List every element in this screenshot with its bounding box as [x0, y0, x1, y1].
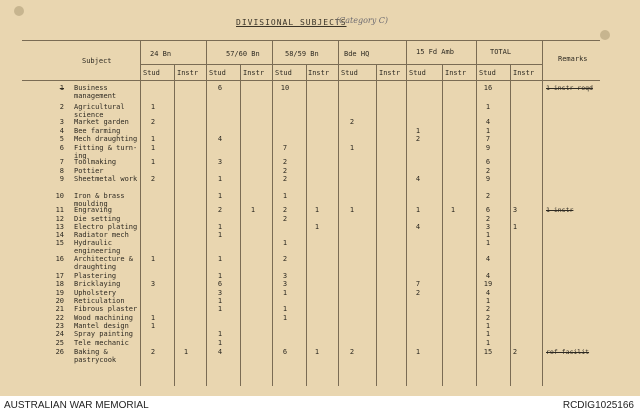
- stud-count: 1: [150, 322, 156, 330]
- footer-source: AUSTRALIAN WAR MEMORIAL: [4, 400, 149, 411]
- row-number: 16: [55, 255, 64, 263]
- stud-count: 3: [282, 272, 288, 280]
- instr-subheader: Instr: [177, 69, 199, 77]
- subject-header: Subject: [82, 57, 112, 65]
- remarks-cell: 1 instr reqd: [546, 84, 593, 92]
- stud-count: 1: [485, 297, 491, 305]
- instr-count: 1: [450, 206, 456, 214]
- row-number: 15: [55, 239, 64, 247]
- row-number: 6: [59, 144, 64, 152]
- pencil-note: (Category C): [336, 16, 389, 25]
- row-number: 9: [59, 175, 64, 183]
- group-header-bde-hq: Bde HQ: [344, 50, 370, 58]
- row-number: 11: [55, 206, 64, 214]
- instr-subheader: Instr: [308, 69, 330, 77]
- stud-count: 1: [217, 255, 223, 263]
- stud-count: 4: [217, 348, 223, 356]
- stud-count: 1: [415, 206, 421, 214]
- footer-id: RCDIG1025166: [562, 400, 634, 411]
- stud-count: 1: [485, 339, 491, 347]
- stud-count: 1: [150, 158, 156, 166]
- stud-count: 1: [349, 206, 355, 214]
- stud-count: 2: [217, 206, 223, 214]
- stud-count: 1: [217, 339, 223, 347]
- stud-count: 2: [282, 158, 288, 166]
- stud-count: 6: [485, 158, 491, 166]
- instr-count: 1: [314, 348, 320, 356]
- stud-count: 19: [483, 280, 493, 288]
- row-number: 20: [55, 297, 64, 305]
- document-title: DIVISIONAL SUBJECTS: [236, 18, 347, 27]
- group-header-58-59bn: 58/59 Bn: [285, 50, 319, 58]
- subject-name: Architecture & draughting: [74, 255, 134, 271]
- row-number: 21: [55, 305, 64, 313]
- stud-count: 1: [485, 330, 491, 338]
- stud-count: 2: [349, 348, 355, 356]
- stud-count: 2: [485, 167, 491, 175]
- row-number: 5: [59, 135, 64, 143]
- stud-count: 1: [217, 231, 223, 239]
- instr-count: 1: [250, 206, 256, 214]
- instr-count: 2: [512, 348, 518, 356]
- stud-count: 1: [150, 255, 156, 263]
- stud-count: 1: [485, 322, 491, 330]
- stud-count: 6: [217, 280, 223, 288]
- row-number: 7: [59, 158, 64, 166]
- subject-name: Market garden: [74, 118, 129, 126]
- subject-name: Business management: [74, 84, 117, 100]
- instr-count: 3: [512, 206, 518, 214]
- stud-count: 1: [282, 289, 288, 297]
- subject-name: Radiator mech: [74, 231, 129, 239]
- row-number: 22: [55, 314, 64, 322]
- stud-count: 2: [485, 215, 491, 223]
- instr-count: 1: [314, 223, 320, 231]
- stud-count: 1: [217, 192, 223, 200]
- stud-count: 1: [150, 103, 156, 111]
- row-number: 12: [55, 215, 64, 223]
- stud-subheader: Stud: [209, 69, 226, 77]
- subject-name: Agricultural science: [74, 103, 125, 119]
- stud-count: 1: [217, 223, 223, 231]
- row-number: 10: [55, 192, 64, 200]
- stud-count: 2: [485, 314, 491, 322]
- subject-name: Electro plating: [74, 223, 138, 231]
- stud-count: 1: [217, 305, 223, 313]
- stud-count: 1: [282, 314, 288, 322]
- stud-count: 2: [415, 135, 421, 143]
- stud-count: 4: [485, 272, 491, 280]
- stud-count: 6: [282, 348, 288, 356]
- stud-count: 1: [485, 239, 491, 247]
- footer: [0, 396, 640, 416]
- stud-count: 2: [485, 192, 491, 200]
- stud-count: 16: [483, 84, 493, 92]
- stud-count: 3: [282, 280, 288, 288]
- instr-count: 1: [512, 223, 518, 231]
- stud-count: 1: [485, 127, 491, 135]
- stud-subheader: Stud: [479, 69, 496, 77]
- stud-count: 9: [485, 175, 491, 183]
- row-number: 18: [55, 280, 64, 288]
- subject-name: Engraving: [74, 206, 112, 214]
- stud-count: 2: [150, 175, 156, 183]
- stud-count: 4: [485, 255, 491, 263]
- stud-count: 1: [217, 175, 223, 183]
- row-number: 3: [59, 118, 64, 126]
- stud-count: 7: [415, 280, 421, 288]
- stud-count: 3: [485, 223, 491, 231]
- subject-name: Bricklaying: [74, 280, 121, 288]
- subject-name: Bee farming: [74, 127, 121, 135]
- row-number: 2: [59, 103, 64, 111]
- stud-count: 4: [217, 135, 223, 143]
- subject-name: Baking & pastrycook: [74, 348, 117, 364]
- row-number: 19: [55, 289, 64, 297]
- instr-subheader: Instr: [243, 69, 265, 77]
- stud-count: 1: [150, 314, 156, 322]
- instr-subheader: Instr: [379, 69, 401, 77]
- stud-count: 6: [217, 84, 223, 92]
- stud-count: 2: [150, 348, 156, 356]
- stud-count: 4: [415, 223, 421, 231]
- punch-hole: [14, 6, 24, 16]
- stud-count: 2: [282, 175, 288, 183]
- group-header-total: TOTAL: [490, 48, 512, 56]
- instr-count: 1: [183, 348, 189, 356]
- stud-count: 6: [485, 206, 491, 214]
- stud-count: 10: [280, 84, 290, 92]
- stud-count: 1: [415, 348, 421, 356]
- stud-count: 1: [415, 127, 421, 135]
- stud-count: 15: [483, 348, 493, 356]
- remarks-cell: ref facilit: [546, 348, 590, 356]
- group-header-15-fd-amb: 15 Fd Amb: [416, 48, 454, 56]
- stud-count: 1: [282, 305, 288, 313]
- subject-name: Mantel design: [74, 322, 129, 330]
- instr-subheader: Instr: [513, 69, 535, 77]
- stud-count: 4: [485, 289, 491, 297]
- stud-count: 1: [485, 103, 491, 111]
- stud-count: 3: [150, 280, 156, 288]
- stud-count: 1: [282, 192, 288, 200]
- subject-name: Upholstery: [74, 289, 117, 297]
- subject-name: Tele mechanic: [74, 339, 129, 347]
- stud-count: 1: [217, 330, 223, 338]
- stud-count: 1: [282, 239, 288, 247]
- row-number: 4: [59, 127, 64, 135]
- subject-name: Iron & brass moulding: [74, 192, 125, 208]
- stud-count: 1: [349, 144, 355, 152]
- subject-name: Pottier: [74, 167, 104, 175]
- stud-count: 1: [485, 231, 491, 239]
- stud-count: 7: [485, 135, 491, 143]
- subject-name: Hydraulic engineering: [74, 239, 121, 255]
- stud-count: 2: [282, 167, 288, 175]
- stud-count: 4: [415, 175, 421, 183]
- subject-name: Fibrous plaster: [74, 305, 138, 313]
- subject-name: Die setting: [74, 215, 121, 223]
- remarks-header: Remarks: [558, 55, 588, 63]
- stud-count: 9: [485, 144, 491, 152]
- stud-count: 2: [282, 206, 288, 214]
- punch-hole: [600, 30, 610, 40]
- row-number: 17: [55, 272, 64, 280]
- stud-count: 2: [282, 215, 288, 223]
- stud-count: 2: [150, 118, 156, 126]
- row-number: 25: [55, 339, 64, 347]
- stud-count: 3: [217, 289, 223, 297]
- stud-count: 2: [485, 305, 491, 313]
- subject-name: Mech draughting: [74, 135, 138, 143]
- remarks-cell: 1 instr: [546, 206, 574, 214]
- row-number: 13: [55, 223, 64, 231]
- row-number: 14: [55, 231, 64, 239]
- stud-subheader: Stud: [143, 69, 160, 77]
- stud-count: 2: [349, 118, 355, 126]
- group-header-24bn: 24 Bn: [150, 50, 172, 58]
- stud-count: 1: [150, 144, 156, 152]
- subject-name: Sheetmetal work: [74, 175, 138, 183]
- stud-count: 2: [415, 289, 421, 297]
- subject-name: Toolmaking: [74, 158, 117, 166]
- stud-count: 4: [485, 118, 491, 126]
- stud-count: 1: [217, 297, 223, 305]
- stud-subheader: Stud: [341, 69, 358, 77]
- stud-count: 3: [217, 158, 223, 166]
- group-header-57-60bn: 57/60 Bn: [226, 50, 260, 58]
- row-number: 1: [59, 84, 64, 92]
- subject-name: Fitting & turn-ing: [74, 144, 138, 160]
- stud-count: 7: [282, 144, 288, 152]
- row-number: 24: [55, 330, 64, 338]
- stud-count: 1: [150, 135, 156, 143]
- stud-subheader: Stud: [409, 69, 426, 77]
- row-number: 8: [59, 167, 64, 175]
- subject-name: Plastering: [74, 272, 117, 280]
- stud-count: 2: [282, 255, 288, 263]
- subject-name: Wood machining: [74, 314, 134, 322]
- instr-subheader: Instr: [445, 69, 467, 77]
- subject-name: Spray painting: [74, 330, 134, 338]
- stud-count: 1: [217, 272, 223, 280]
- row-number: 26: [55, 348, 64, 356]
- subject-name: Reticulation: [74, 297, 125, 305]
- stud-subheader: Stud: [275, 69, 292, 77]
- instr-count: 1: [314, 206, 320, 214]
- row-number: 23: [55, 322, 64, 330]
